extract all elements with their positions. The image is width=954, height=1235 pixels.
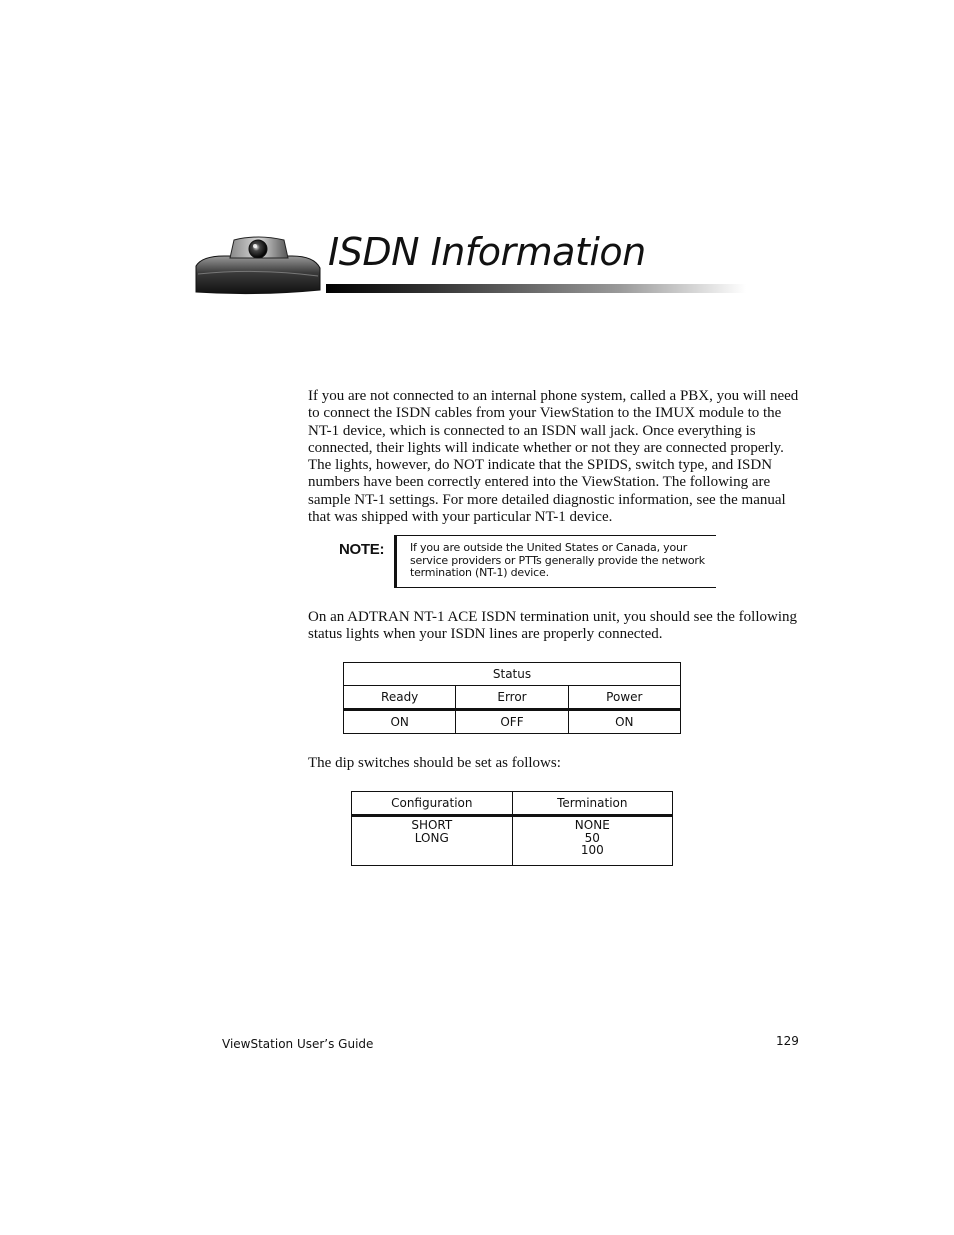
dip-termination-value: 100: [580, 843, 604, 857]
note-text: If you are outside the United States or Canada, your service providers or PTTs generally provide the network termination (NT-1) device.: [410, 541, 705, 580]
dip-termination-value: 50: [584, 830, 600, 845]
dip-configuration-value: SHORT: [411, 818, 453, 832]
status-header-ready: Ready: [344, 686, 456, 710]
dip-switch-paragraph: The dip switches should be set as follows:: [308, 755, 561, 771]
dip-switch-table: [351, 791, 673, 866]
title-underline-rule: [326, 284, 746, 293]
status-value-error: OFF: [456, 710, 568, 734]
footer-page-number: 129: [776, 1034, 799, 1048]
status-header-power: Power: [568, 686, 680, 710]
status-table-caption: Status: [344, 663, 681, 686]
page-title: ISDN Information: [328, 230, 646, 274]
dip-header-termination: Termination: [512, 792, 672, 816]
dip-configuration-cell: [352, 816, 513, 866]
status-header-error: Error: [456, 686, 568, 710]
intro-paragraph: If you are not connected to an internal phone system, called a PBX, you will need to connect the ISDN cables from your ViewStation to the IMUX module to the NT-1 device, which is connected to an ISDN wall jack. Once everything is connected, their lights will indicate whether or not they are connected properly. The lights, however, do NOT indicate that the SPIDS, switch type, and ISDN numbers have been correctly entered into the ViewStation. The following are sample NT-1 settings. For more detailed diagnostic information, see the manual that was shipped with your particular NT-1 device.: [308, 388, 799, 526]
status-value-ready: ON: [344, 710, 456, 734]
footer-guide-title: ViewStation User’s Guide: [222, 1037, 374, 1051]
status-value-power: ON: [568, 710, 680, 734]
note-label: NOTE:: [339, 541, 385, 558]
viewstation-camera-icon: [194, 234, 322, 296]
dip-header-configuration: Configuration: [352, 792, 513, 816]
dip-configuration-value: LONG: [414, 830, 449, 845]
status-lights-paragraph: On an ADTRAN NT-1 ACE ISDN termination unit, you should see the following status lights when your ISDN lines are properly connected.: [308, 609, 797, 643]
dip-termination-value: NONE: [574, 818, 610, 832]
status-lights-table: [343, 662, 681, 734]
dip-termination-cell: [512, 816, 672, 866]
